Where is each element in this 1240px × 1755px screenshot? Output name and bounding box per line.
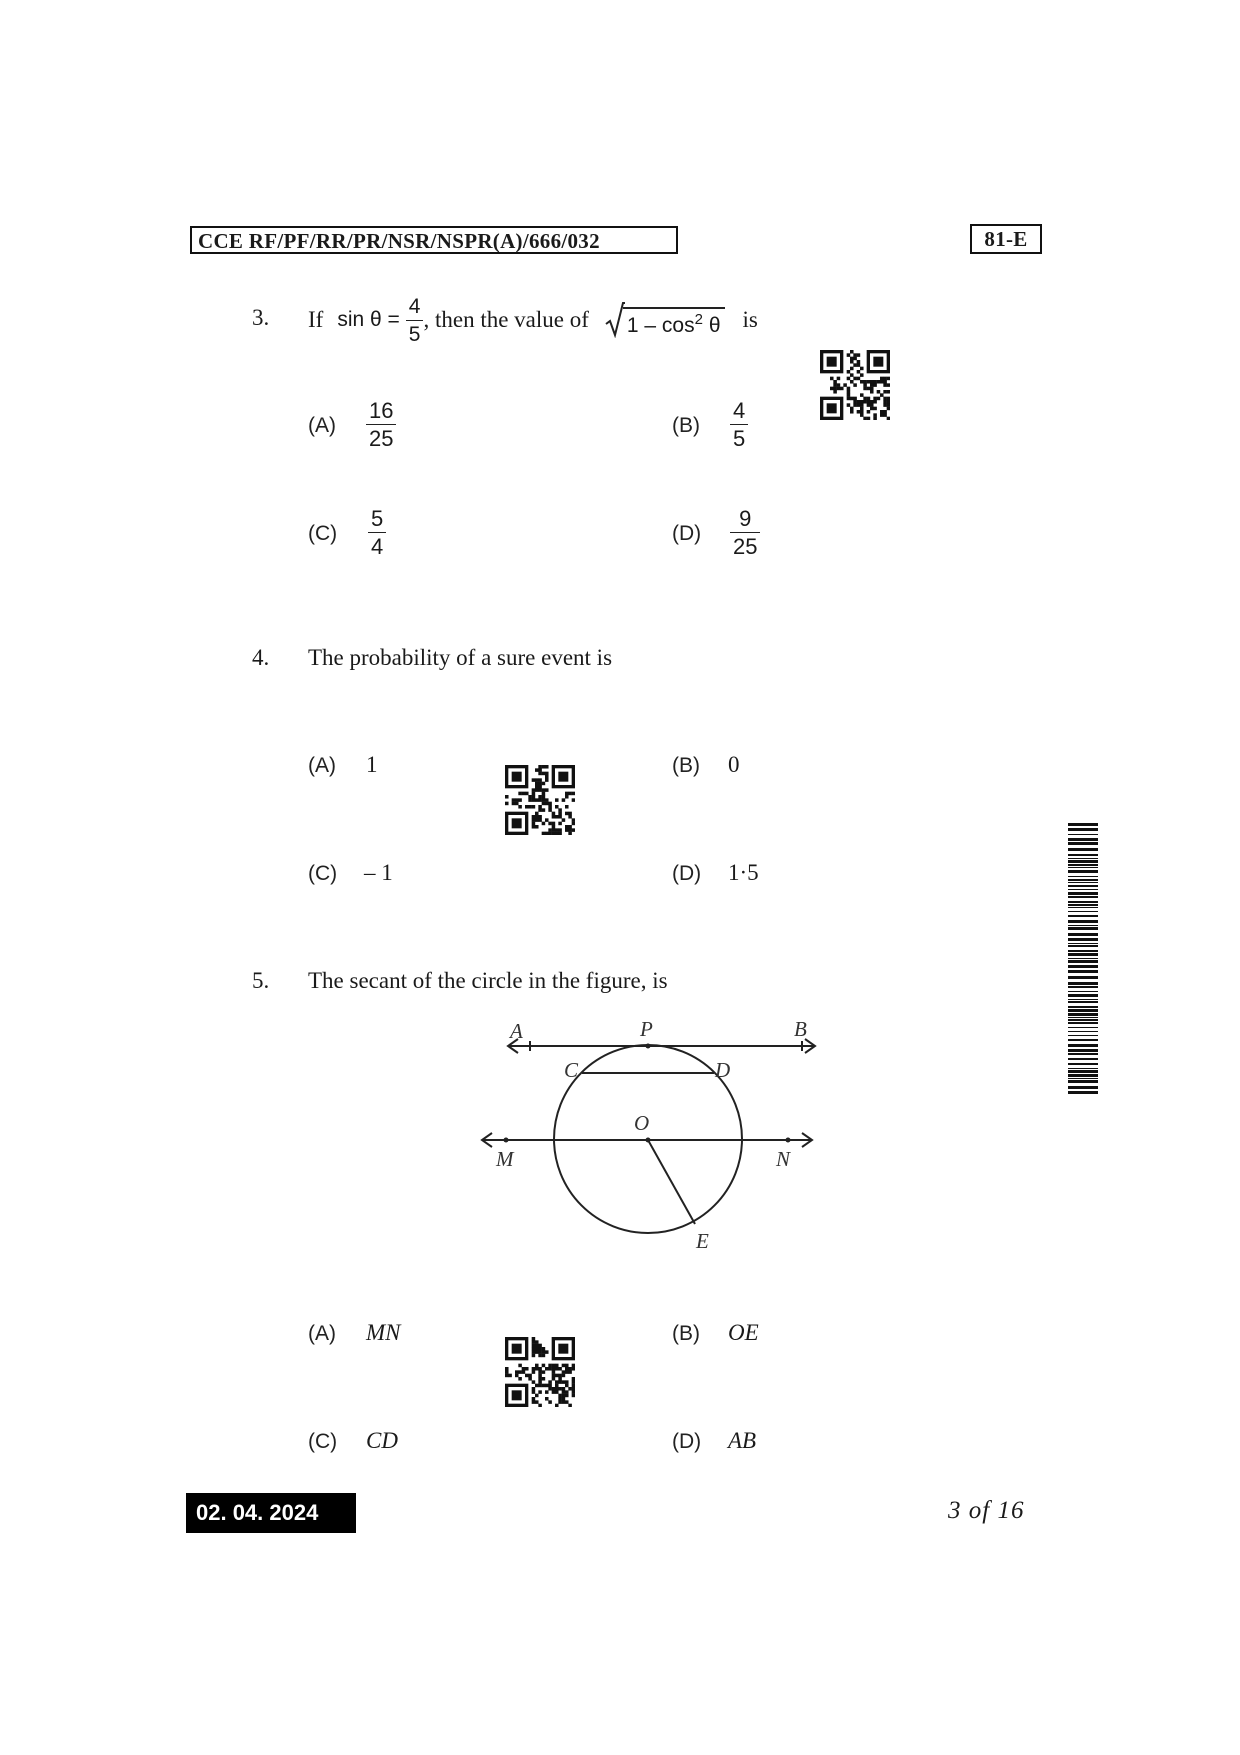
paper-code-box (970, 224, 1042, 254)
label-n: N (776, 1147, 791, 1171)
label-p: P (640, 1017, 653, 1041)
label-o: O (634, 1111, 650, 1135)
sqrt-radicand: $1 - \cos^2 \theta$ (623, 307, 725, 338)
question-3-option-b: 4 5 (730, 398, 748, 451)
question-4-option-d-label: (D) (672, 862, 702, 885)
question-4-number: 4. (252, 645, 270, 670)
exam-code-box (190, 226, 678, 254)
question-3-option-d: 9 25 (730, 506, 760, 559)
question-4-option-a-label: (A) (308, 754, 336, 777)
question-3-suffix: is (742, 307, 758, 332)
sqrt-expression (605, 302, 725, 338)
point-m (504, 1138, 509, 1143)
label-c: C (564, 1058, 579, 1082)
qr-code-icon (820, 350, 890, 420)
label-m: M (496, 1147, 514, 1171)
question-4-option-d: 1·5 (728, 860, 759, 885)
point-o (646, 1138, 651, 1143)
question-4-option-a: 1 (366, 752, 378, 777)
qr-code-icon (505, 765, 575, 835)
question-5-option-a-label: (A) (308, 1322, 336, 1345)
question-5-option-b: OE (728, 1320, 759, 1345)
question-5-option-d-label: (D) (672, 1430, 702, 1453)
question-3-prefix: If (308, 307, 324, 332)
circle-figure (470, 1010, 830, 1250)
question-3-option-a: 16 25 (366, 398, 396, 451)
question-5-option-c-label: (C) (308, 1430, 338, 1453)
paper-code: 81-E (984, 227, 1028, 251)
question-5-option-d: AB (728, 1428, 757, 1453)
question-3-sin-expr: sin θ = (337, 308, 400, 331)
point-n (786, 1138, 791, 1143)
question-3-number: 3. (252, 305, 270, 330)
question-3-option-c: 5 4 (368, 506, 386, 559)
fraction-denominator: 5 (408, 322, 421, 346)
fraction-numerator: 4 (408, 294, 421, 318)
sqrt-symbol-icon (605, 302, 625, 338)
exam-code: CCE RF/PF/RR/PR/NSR/NSPR(A)/666/032 (198, 229, 600, 253)
barcode-icon (1068, 823, 1098, 1098)
question-4-option-b-label: (B) (672, 754, 700, 777)
question-5-option-a: MN (366, 1320, 401, 1345)
question-4-option-c: – 1 (364, 860, 393, 885)
question-3-option-d-label: (D) (672, 522, 702, 545)
question-3-text (308, 290, 758, 350)
question-5-text: The secant of the circle in the figure, is (308, 968, 668, 993)
label-d: D (715, 1058, 731, 1082)
question-3-option-a-label: (A) (308, 414, 336, 437)
radius-oe (648, 1140, 695, 1224)
question-5-option-c: CD (366, 1428, 398, 1453)
exam-date: 02. 04. 2024 (186, 1493, 356, 1533)
label-a: A (510, 1019, 523, 1043)
question-4-option-c-label: (C) (308, 862, 338, 885)
question-3-option-b-label: (B) (672, 414, 700, 437)
label-b: B (794, 1017, 807, 1041)
page-number: 3 of 16 (948, 1497, 1025, 1524)
question-3-middle: , then the value of (423, 307, 589, 332)
question-5-option-b-label: (B) (672, 1322, 700, 1345)
question-5-number: 5. (252, 968, 270, 993)
label-e: E (696, 1229, 709, 1250)
point-p (646, 1044, 651, 1049)
question-3-option-c-label: (C) (308, 522, 338, 545)
qr-code-icon (505, 1337, 575, 1407)
question-4-text: The probability of a sure event is (308, 645, 613, 670)
question-3-fraction (406, 294, 424, 347)
question-4-option-b: 0 (728, 752, 740, 777)
